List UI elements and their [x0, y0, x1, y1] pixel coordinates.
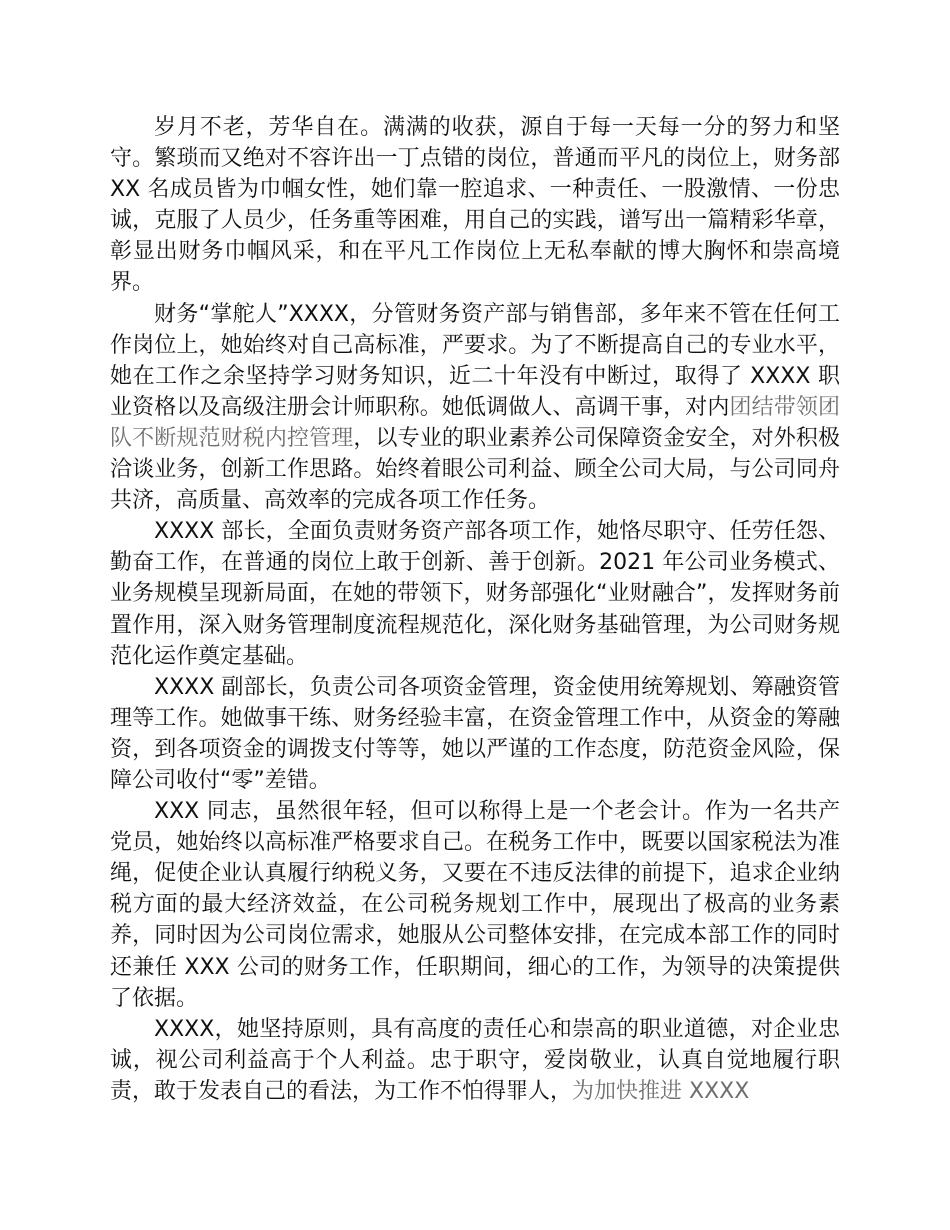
paragraph-text: 财务“掌舵人”XXXX，分管财务资产部与销售部，多年来不管在任何工作岗位上，她始终对自己高标准，严要求。为了不断提高自己的专业水平，她在工作之余坚持学习财务知识，近二十年没有中断过，取得了 XXXX 职业资格以及高级注册会计师职称。她低调做人、高调干事，对内 — [110, 301, 840, 420]
paragraph-deputy-head — [110, 672, 840, 796]
paragraph-text: 岁月不老，芳华自在。满满的收获，源自于每一天每一分的努力和坚守。繁琐而又绝对不容许出一丁点错的岗位，普通而平凡的岗位上，财务部 XX 名成员皆为巾帼女性，她们靠一腔追求、一种责任、一股激情、一份忠诚，克服了人员少，任务重等困难，用自己的实践，谱写出一篇精彩华章，彰显出财务巾帼风采，和在平凡工作岗位上无私奉献的博大胸怀和崇高境界。 — [110, 115, 840, 296]
paragraph-text: XXXX，她坚持原则，具有高度的责任心和崇高的职业道德，对企业忠诚，视公司利益高于个人利益。忠于职守，爱岗敬业，认真自觉地履行职责，敢于发表自己的看法，为工作不怕得罪人， — [110, 1016, 840, 1104]
document-body — [110, 112, 840, 1107]
paragraph-text: XXXX 部长，全面负责财务资产部各项工作，她恪尽职守、任劳任怨、勤奋工作，在普通的岗位上敢于创新、善于创新。2021 年公司业务模式、业务规模呈现新局面，在她的带领下，财务部强化“业财融合”，发挥财务前置作用，深入财务管理制度流程规范化，深化财务基础管理，为公司财务规范化运作奠定基础。 — [110, 519, 840, 669]
paragraph-text: XXX 同志，虽然很年轻，但可以称得上是一个老会计。作为一名共产党员，她始终以高标准严格要求自己。在税务工作中，既要以国家税法为准绳，促使企业认真履行纳税义务，又要在不违反法律的前提下，追求企业纳税方面的最大经济效益，在公司税务规划工作中，展现出了极高的业务素养，同时因为公司岗位需求，她服从公司整体安排，在完成本部工作的同时还兼任 XXX 公司的财务工作，任职期间，细心的工作，为领导的决策提供了依据。 — [110, 799, 840, 1011]
highlighted-phrase: 为加快推进 XXXX — [572, 1078, 750, 1104]
paragraph-text: ，以专业的职业素养公司保障资金安全，对外积极洽谈业务，创新工作思路。始终着眼公司利益、顾全公司大局，与公司同舟共济，高质量、高效率的完成各项工作任务。 — [110, 425, 840, 514]
paragraph-department-head — [110, 516, 840, 671]
highlighted-phrase: 团结带领团队不断规范财税内控管理 — [110, 394, 840, 451]
paragraph-text: XXXX 副部长，负责公司各项资金管理，资金使用统筹规划、筹融资管理等工作。她做事干练、财务经验丰富，在资金管理工作中，从资金的筹融资，到各项资金的调拨支付等等，她以严谨的工作态度，防范资金风险，保障公司收付“零”差错。 — [110, 674, 840, 793]
paragraph-tax-accountant — [110, 796, 840, 1014]
paragraph-finance-helmsman — [110, 299, 840, 517]
paragraph-principled-staff — [110, 1014, 840, 1107]
paragraph-intro — [110, 112, 840, 299]
